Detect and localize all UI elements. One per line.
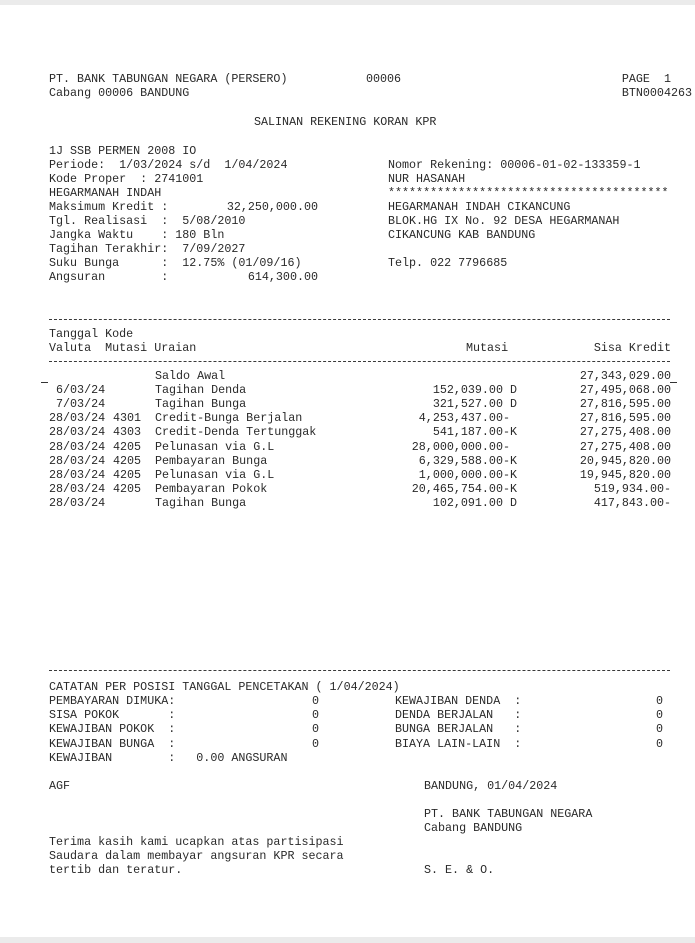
row-mutasi: 6,329,588.00-K [418,453,517,468]
address-line-1: HEGARMANAH INDAH CIKANCUNG [388,200,571,214]
document-code: BTN0004263 [621,86,692,100]
notes-right-value: 0 [655,736,663,751]
row-description: Credit-Denda Tertunggak [155,425,317,440]
notes-right-value: 0 [655,722,663,737]
max-credit-value: 32,250,000.00 [226,200,318,214]
notes-right-value: 0 [655,708,663,723]
last-bill-date: Tagihan Terakhir: 7/09/2027 [49,242,246,256]
row-description: Credit-Bunga Berjalan [155,411,303,426]
address-line-3: CIKANCUNG KAB BANDUNG [388,228,536,242]
officer-code: AGF [49,779,71,793]
row-sisa-kredit: 27,495,068.00 [579,383,671,398]
row-description: Saldo Awal [155,369,226,383]
row-date: 6/03/24 [49,383,106,398]
row-sisa-kredit: 519,934.00- [593,481,671,496]
row-code: 4301 [113,411,142,426]
document-title: SALINAN REKENING KORAN KPR [254,115,437,129]
row-sisa-kredit: 27,816,595.00 [579,397,671,412]
project-name: HEGARMANAH INDAH [49,186,162,200]
realization-date: Tgl. Realisasi : 5/08/2010 [49,214,246,228]
notes-left-label: KEWAJIBAN POKOK : [49,722,176,737]
loan-term: Jangka Waktu : 180 Bln [49,228,225,242]
installment-label: Angsuran : [49,270,169,284]
row-description: Tagihan Denda [155,383,247,398]
row-description: Pembayaran Pokok [155,481,268,496]
divider-line [49,670,670,671]
row-mutasi: 102,091.00 D [432,495,517,510]
row-sisa-kredit: 27,816,595.00 [579,411,671,426]
statement-page [0,5,695,937]
row-code: 4205 [113,481,142,496]
bank-name: PT. BANK TABUNGAN NEGARA (PERSERO) [49,72,288,86]
notes-right-label: BUNGA BERJALAN : [395,722,522,737]
place-date: BANDUNG, 01/04/2024 [424,779,558,793]
notes-left-value: 0 [311,694,319,708]
thanks-line-2: Saudara dalam membayar angsuran KPR secara [49,849,344,863]
divider-line [49,319,670,320]
row-description: Pelunasan via G.L [155,467,275,482]
row-sisa-kredit: 19,945,820.00 [579,467,671,482]
address-line-2: BLOK.HG IX No. 92 DESA HEGARMANAH [388,214,620,228]
row-description: Tagihan Bunga [155,397,247,412]
interest-rate: Suku Bunga : 12.75% (01/09/16) [49,256,302,270]
margin-mark [670,382,677,383]
errors-omissions-note: S. E. & O. [424,863,495,877]
notes-left-value: 0 [311,736,319,751]
row-date: 28/03/24 [49,425,106,440]
table-header-line-1: Tanggal Kode [49,327,134,341]
margin-mark [41,382,48,383]
notes-right-label: DENDA BERJALAN : [395,708,522,723]
row-sisa-kredit: 27,275,408.00 [579,425,671,440]
row-description: Pembayaran Bunga [155,453,268,468]
row-date: 28/03/24 [49,481,106,496]
notes-left-value: 0 [311,708,319,723]
notes-left-label: SISA POKOK : [49,708,176,723]
row-description: Tagihan Bunga [155,495,247,510]
row-date: 28/03/24 [49,467,106,482]
branch-code: 00006 [366,72,402,86]
row-code: 4205 [113,467,142,482]
row-mutasi: 1,000,000.00-K [418,467,517,482]
footer-bank-name: PT. BANK TABUNGAN NEGARA [424,807,593,821]
row-code: 4205 [113,439,142,454]
row-date: 28/03/24 [49,495,106,510]
row-description: Pelunasan via G.L [155,439,275,454]
row-date: 7/03/24 [49,397,106,412]
row-sisa-kredit: 417,843.00- [593,495,671,510]
divider-line [49,361,670,362]
row-code: 4303 [113,425,142,440]
account-number: Nomor Rekening: 00006-01-02-133359-1 [388,158,641,172]
notes-title: CATATAN PER POSISI TANGGAL PENCETAKAN ( 1/04/2024) [49,680,400,694]
row-sisa-kredit: 20,945,820.00 [579,453,671,468]
row-mutasi: 20,465,754.00-K [411,481,517,496]
row-mutasi: 152,039.00 D [432,383,517,398]
thanks-line-1: Terima kasih kami ucapkan atas partisipasi [49,835,344,849]
max-credit-label: Maksimum Kredit : [49,200,169,214]
branch-name: Cabang 00006 BANDUNG [49,86,190,100]
table-header-line-2: Valuta Mutasi Uraian [49,341,197,355]
customer-name: NUR HASANAH [388,172,466,186]
notes-right-label: KEWAJIBAN DENDA : [395,694,522,708]
notes-right-value: 0 [655,694,663,708]
masked-line: **************************************** [388,186,669,200]
row-date: 28/03/24 [49,439,106,454]
period: Periode: 1/03/2024 s/d 1/04/2024 [49,158,288,172]
row-code: 4205 [113,453,142,468]
notes-left-label: KEWAJIBAN BUNGA : [49,736,176,751]
kode-proper: Kode Proper : 2741001 [49,172,204,186]
row-mutasi: 321,527.00 D [432,397,517,412]
column-header-mutasi: Mutasi [466,341,509,355]
notes-left-label: PEMBAYARAN DIMUKA: [49,694,176,708]
installment-value: 614,300.00 [247,270,318,284]
footer-branch: Cabang BANDUNG [424,821,523,835]
phone-number: Telp. 022 7796685 [388,256,508,270]
row-date: 28/03/24 [49,411,106,426]
product-name: 1J SSB PERMEN 2008 IO [49,144,197,158]
row-mutasi: 28,000,000.00- [411,439,517,454]
row-sisa-kredit: 27,343,029.00 [579,369,671,383]
row-mutasi: 541,187.00-K [432,425,517,440]
row-date: 28/03/24 [49,453,106,468]
notes-left-value: 0 [311,722,319,737]
thanks-line-3: tertib dan teratur. [49,863,183,877]
row-sisa-kredit: 27,275,408.00 [579,439,671,454]
column-header-sisa-kredit: Sisa Kredit [593,341,671,355]
notes-right-label: BIAYA LAIN-LAIN : [395,736,522,751]
row-mutasi: 4,253,437.00- [418,411,517,426]
page-number: PAGE 1 [621,72,671,86]
obligation-summary: KEWAJIBAN : 0.00 ANGSURAN [49,751,288,765]
